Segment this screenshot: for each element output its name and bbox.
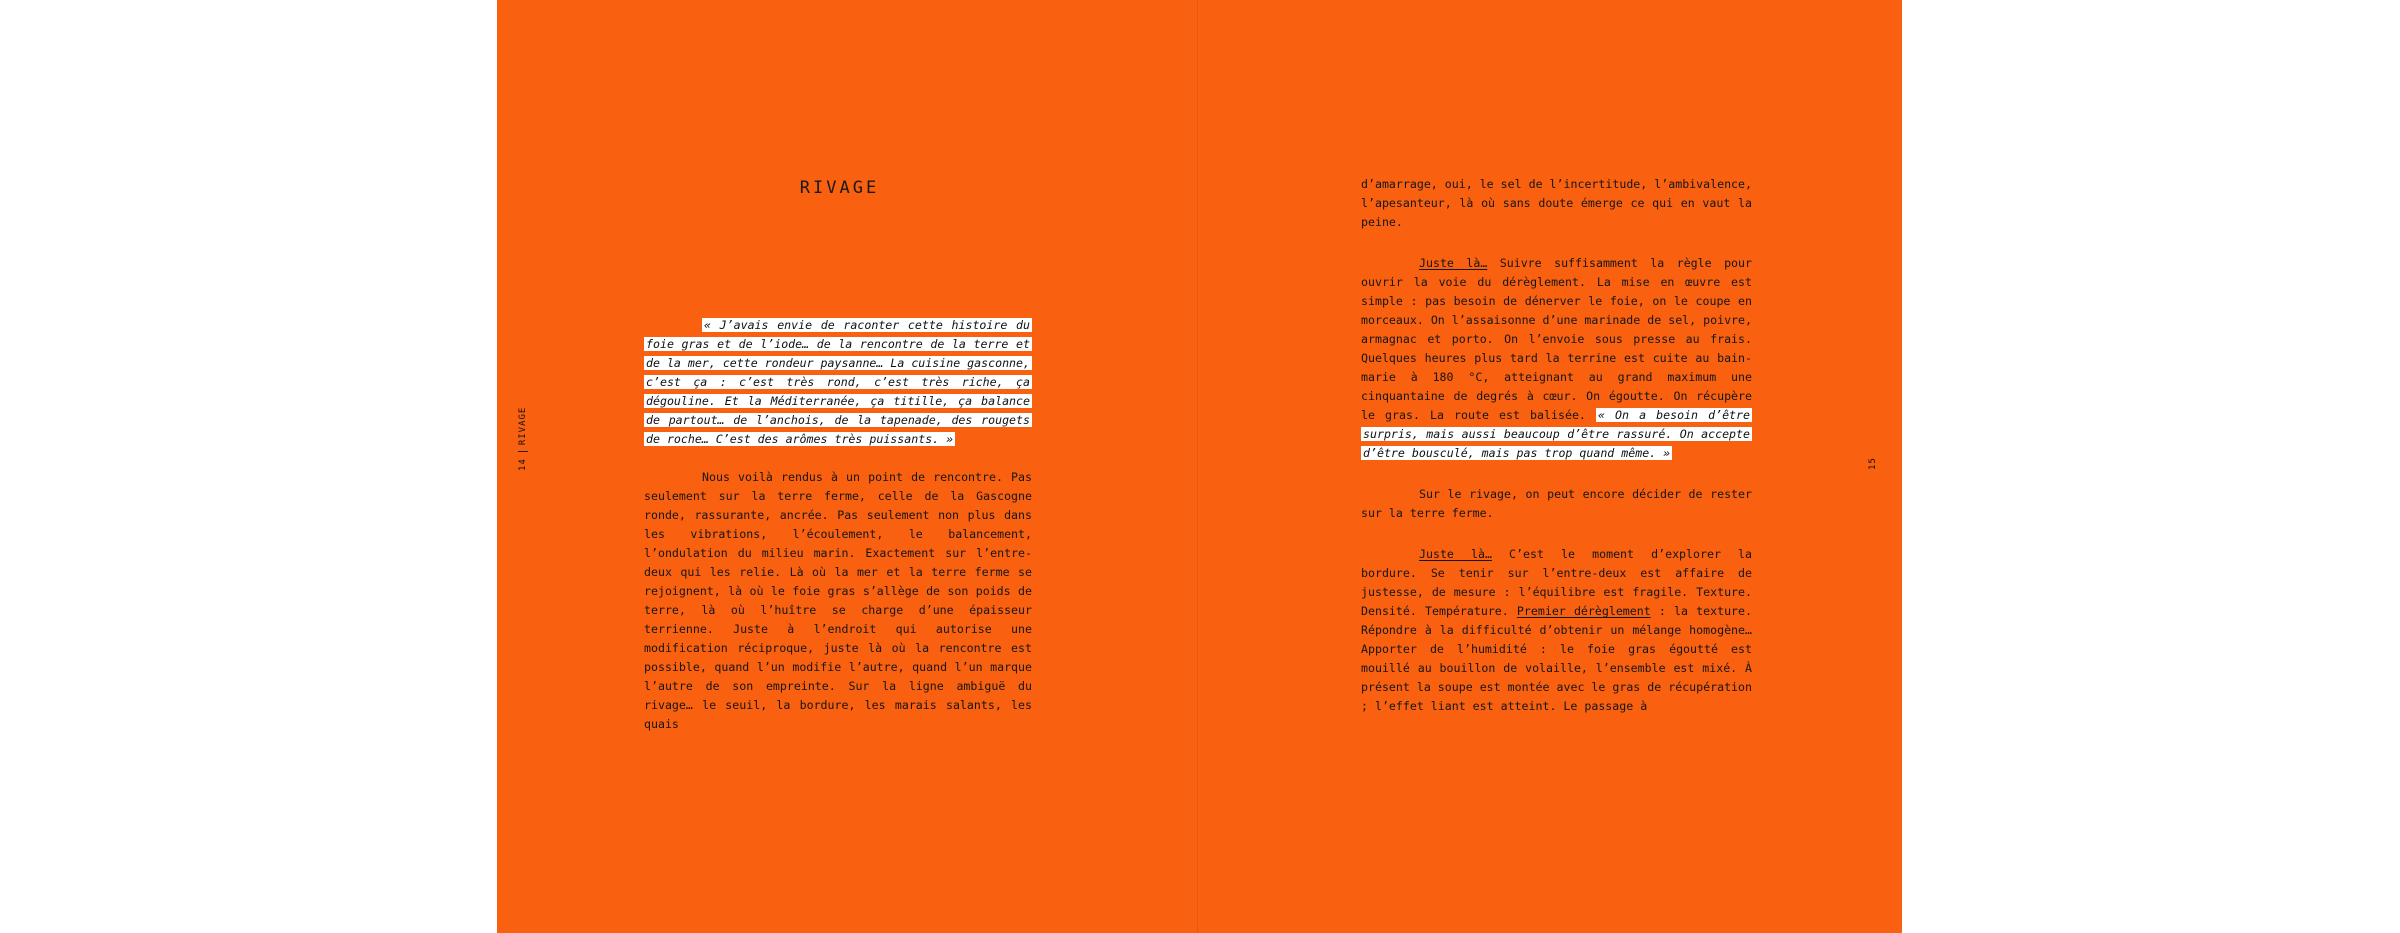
running-head: RIVAGE <box>518 406 528 446</box>
body-paragraph: Nous voilà rendus à un point de rencontre. Pas seulement sur la terre ferme, celle de la Gascogne ronde, rassurante, ancrée. Pas seulement non plus dans les vibrations, l’écoulement, le balancement, l’ondulation du milieu marin. Exactement sur l’entre-deux qui les relie. Là où la mer et la terre ferme se rejoignent, là où le foie gras s’allège de son poids de terre, là où l’huître se charge d’une épaisseur terrienne. Juste à l’endroit qui autorise une modification réciproque, juste là où la rencontre est possible, quand l’un modifie l’autre, quand l’un marque l’autre de son empreinte. Sur la ligne ambiguë du rivage… le seuil, la bordure, les marais salants, les quais <box>644 470 1032 731</box>
margin-separator <box>518 451 528 452</box>
paragraph-4-lead: Juste là… <box>1419 547 1492 561</box>
right-body-text <box>1361 175 1752 716</box>
left-body-text <box>644 468 1032 734</box>
paragraph-2-lead: Juste là… <box>1419 256 1488 270</box>
paragraph-2 <box>1361 254 1752 463</box>
right-page-number <box>1868 454 1882 474</box>
left-page <box>497 0 1198 933</box>
paragraph-1: d’amarrage, oui, le sel de l’incertitude, l’ambivalence, l’apesanteur, là où sans doute émerge ce qui en vaut la peine. <box>1361 177 1752 229</box>
paragraph-3: Sur le rivage, on peut encore décider de rester sur la terre ferme. <box>1361 487 1752 520</box>
paragraph-4-body-1: C’est le moment d’explorer la bordure. Se tenir sur l’entre-deux est affaire de justesse, de mesure : l’équilibre est fragile. Texture. Densité. Température. <box>1361 547 1752 618</box>
paragraph-4-underlined: Premier dérèglement <box>1516 604 1651 618</box>
left-margin-running-head <box>518 393 532 473</box>
chapter-title: RIVAGE <box>799 178 880 198</box>
left-page-number: 14 <box>518 458 528 471</box>
paragraph-4-body-2: : la texture. Répondre à la difficulté d’obtenir un mélange homogène… Apporter de l’humidité : le foie gras égoutté est mouillé au bouillon de volaille, l’ensemble est mixé. À présent la soupe est montée avec le gras de récupération ; l’effet liant est atteint. Le passage à <box>1361 604 1752 713</box>
highlighted-quote <box>644 316 1032 449</box>
right-page <box>1198 0 1902 933</box>
book-spread <box>497 0 1902 933</box>
page-number-text: 15 <box>1868 457 1878 470</box>
quote-text: « J’avais envie de raconter cette histoire du foie gras et de l’iode… de la rencontre de la terre et de la mer, cette rondeur paysanne… La cuisine gasconne, c’est ça : c’est très rond, c’est très riche, ça dégouline. Et la Méditerranée, ça titille, ça balance de partout… de l’anchois, de la tapenade, des rougets de roche… C’est des arômes très puissants. » <box>646 318 1030 446</box>
paragraph-2-body: Suivre suffisamment la règle pour ouvrir la voie du dérèglement. La mise en œuvre est simple : pas besoin de dénerver le foie, on le coupe en morceaux. On l’assaisonne d’une marinade de sel, poivre, armagnac et porto. On l’envoie sous presse au frais. Quelques heures plus tard la terrine est cuite au bain-marie à 180 °C, atteignant au grand maximum une cinquantaine de degrés à cœur. On égoutte. On récupère le gras. La route est balisée. <box>1361 256 1752 422</box>
paragraph-2-quote: « On a besoin d’être surpris, mais aussi beaucoup d’être rassuré. On accepte d’être bousculé, mais pas trop quand même. » <box>1363 408 1750 460</box>
paragraph-4 <box>1361 545 1752 716</box>
